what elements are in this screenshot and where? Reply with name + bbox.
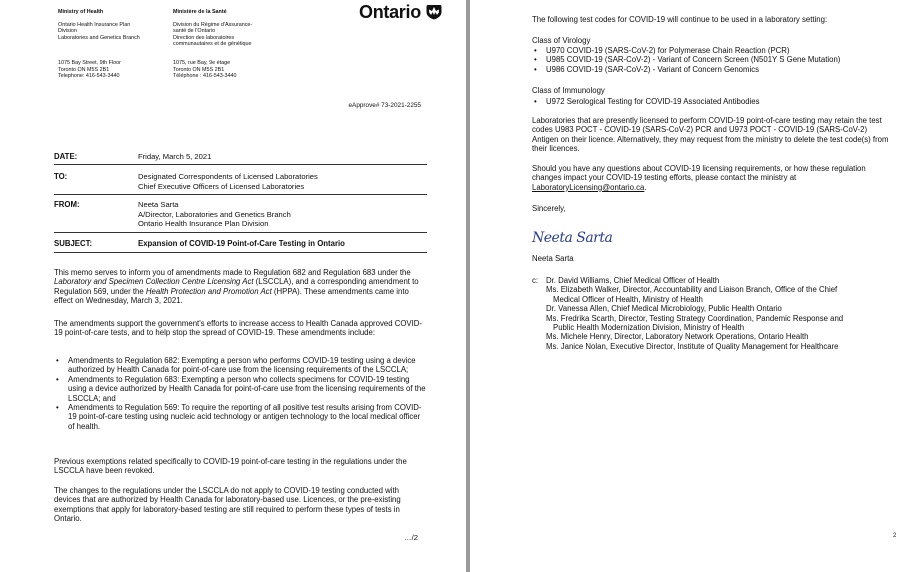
list-item: • Amendments to Regulation 683: Exempting a person who collects specimens for COVID-19 testing using a device authorized by Health Canada for point-of-care use from the licensing requirements of the LSCCLA; and — [54, 375, 426, 403]
page-number: 2 — [893, 533, 897, 539]
divider — [54, 194, 427, 195]
division-line-en: Ontario Health Insurance Plan — [58, 21, 131, 28]
subject-label: SUBJECT: — [54, 239, 93, 248]
division-line-fr: santé de l'Ontario — [173, 28, 216, 35]
header-french — [173, 9, 283, 48]
division-line-en: Division — [58, 28, 77, 35]
header-english — [58, 9, 163, 41]
paragraph — [532, 164, 892, 192]
sender-line: A/Director, Laboratories and Genetics Branch — [138, 209, 291, 219]
amendments-list — [54, 356, 426, 431]
paragraph: Previous exemptions related specifically to COVID-19 point-of-care testing in the regulations under the LSCCLA have been revoked. — [54, 457, 407, 476]
divider — [54, 164, 427, 165]
intro-text: The following test codes for COVID-19 will continue to be used in a laboratory setting: — [532, 15, 828, 24]
text-run: . — [644, 182, 647, 192]
from-sender — [138, 200, 291, 229]
address-line-en: Telephone: 416-543-3440 — [58, 73, 120, 80]
list-item: • Amendments to Regulation 682: Exempting a person who performs COVID-19 testing using a device authorized by Health Canada for point-of-care use from the licensing requirements of the LSCCLA; — [54, 356, 426, 375]
cc-line: Medical Officer of Health, Ministry of Health — [553, 294, 703, 304]
act-title: Laboratory and Specimen Collection Centre Licensing Act — [54, 277, 254, 287]
logo-wordmark: Ontario — [359, 1, 421, 22]
division-line-fr: Direction des laboratoires — [173, 34, 235, 41]
virology-title: Class of Virology — [532, 36, 591, 45]
from-label: FROM: — [54, 200, 80, 209]
date-value: Friday, March 5, 2021 — [138, 152, 212, 161]
cc-line: Dr. Vanessa Allen, Chief Medical Microbiology, Public Health Ontario — [546, 304, 782, 314]
list-item: • U970 COVID-19 (SARS-CoV-2) for Polymerase Chain Reaction (PCR) — [532, 46, 912, 55]
sender-line: Ontario Health Insurance Plan Division — [138, 219, 269, 229]
email-link[interactable]: LaboratoryLicensing@ontario.ca — [532, 182, 645, 192]
sender-line: Neeta Sarta — [138, 200, 179, 209]
text-run: (HPPA). These amendments came into effect on Wednesday, March 3, 2021. — [54, 286, 409, 306]
cc-line: Dr. David Williams, Chief Medical Officer of Health — [546, 276, 720, 285]
recipient-line: Designated Correspondents of Licensed Laboratories — [138, 172, 318, 181]
cc-line: Public Health Modernization Division, Ministry of Health — [553, 323, 745, 333]
recipient-line: Chief Executive Officers of Licensed Laboratories — [138, 181, 305, 191]
address-fr — [173, 60, 283, 80]
divider — [54, 252, 427, 253]
immunology-title: Class of Immunology — [532, 86, 605, 95]
closing: Sincerely, — [532, 204, 566, 213]
address-line-fr: 1075, rue Bay, 9e étage — [173, 60, 231, 66]
act-title: Health Protection and Promotion Act — [145, 286, 272, 296]
cc-line: Ms. Michele Henry, Director, Laboratory Network Operations, Ontario Health — [546, 332, 809, 342]
cc-label: c: — [532, 276, 539, 285]
list-item: • U986 COVID-19 (SAR-CoV-2) - Variant of Concern Genomics — [532, 65, 912, 74]
address-line-fr: Téléphone : 416-543-3440 — [173, 73, 237, 80]
list-item: • U972 Serological Testing for COVID-19 Associated Antibodies — [532, 97, 912, 106]
list-item: • U985 COVID-19 (SAR-CoV-2) - Variant of Concern Screen (N501Y S Gene Mutation) — [532, 55, 912, 64]
divider — [54, 232, 427, 233]
text-run: This memo serves to inform you of amendments made to Regulation 682 and Regulation 683 under the — [54, 268, 411, 277]
paragraph: The changes to the regulations under the LSCCLA do not apply to COVID-19 testing conducted with devices that are authorized by Health Canada for laboratory-based use. Licences, or the pre-existing exemptions that apply for laboratory-based testing are still required to perform these types of tests in Ontario. — [54, 486, 401, 524]
paragraph: Laboratories that are presently licensed to perform COVID-19 point-of-care testing may retain the test codes U983 POCT - COVID-19 (SARS-CoV-2) PCR and U973 POCT - COVID-19 (SARS-CoV-2) Antigen on their licence. Alternatively, they may request from the ministry to delete the test code(s) from their licences. — [532, 116, 889, 154]
date-label: DATE: — [54, 152, 78, 161]
text-run: (LSCCLA), and a corresponding amendment to Regulation 569, under the — [54, 277, 419, 296]
subject-value: Expansion of COVID-19 Point-of-Care Testing in Ontario — [138, 239, 345, 248]
signature: Neeta Sarta — [532, 230, 613, 246]
address-line-en: Toronto ON M5S 2B1 — [58, 66, 110, 73]
text-run: Should you have any questions about COVID-19 licensing requirements, or how these regulation changes impact your COVID-19 testing efforts, please contact the ministry at — [532, 164, 866, 183]
address-line-en: 1075 Bay Street, 9th Floor — [58, 60, 121, 66]
immunology-codes-list — [532, 97, 912, 106]
cc-line: Ms. Fredrika Scarth, Director, Testing Strategy Coordination, Pandemic Response and — [546, 313, 844, 323]
paragraph — [54, 268, 426, 306]
ministry-name-fr: Ministère de la Santé — [173, 9, 227, 15]
ministry-name-en: Ministry of Health — [58, 9, 104, 15]
letter-page-2 — [470, 0, 921, 572]
division-line-en: Laboratories and Genetics Branch — [58, 34, 140, 41]
paragraph: The amendments support the government's efforts to increase access to Health Canada approved COVID-19 point-of-care tests, and to help stop the spread of COVID-19. These amendments include: — [54, 319, 422, 338]
virology-codes-list — [532, 46, 912, 74]
to-label: TO: — [54, 172, 68, 181]
cc-line: Ms. Janice Nolan, Executive Director, Institute of Quality Management for Healthcare — [546, 341, 839, 351]
ontario-logo — [359, 1, 443, 23]
cc-list — [546, 276, 906, 351]
continued-marker: …/2 — [404, 533, 418, 542]
eapprove-number: eApprove# 73-2021-2255 — [348, 102, 421, 109]
address-line-fr: Toronto ON M5S 2B1 — [173, 66, 225, 73]
list-item: • Amendments to Regulation 569: To require the reporting of all positive test results arising from COVID-19 point-of-care testing using nucleic acid technology or antigen technology to the local medical officer of health. — [54, 403, 426, 431]
cc-line: Ms. Elizabeth Walker, Director, Accountability and Liaison Branch, Office of the Chief — [546, 285, 838, 295]
signer-name: Neeta Sarta — [532, 254, 574, 263]
to-recipients — [138, 172, 318, 191]
trillium-logo-icon — [425, 3, 443, 21]
division-line-fr: Division du Régime d'Assurance- — [173, 21, 253, 28]
division-line-fr: communautaires et de génétique — [173, 41, 252, 48]
address-en — [58, 60, 163, 80]
